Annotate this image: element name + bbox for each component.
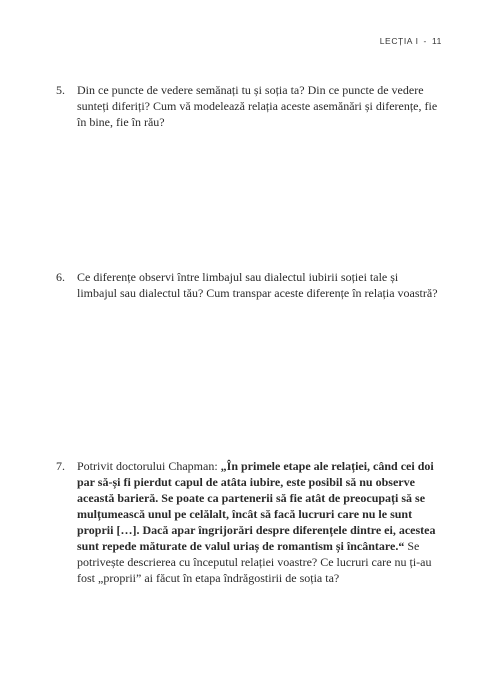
- question-5: [56, 82, 440, 130]
- question-number: 6.: [56, 270, 65, 284]
- question-text: [77, 458, 440, 586]
- header-separator: -: [423, 36, 427, 46]
- header-section: LECȚIA I: [379, 36, 419, 46]
- question-number: 5.: [56, 83, 65, 97]
- question-intro: Potrivit doctorului Chapman:: [77, 459, 221, 473]
- header-page-number: 11: [431, 36, 442, 46]
- question-6: [56, 269, 440, 301]
- running-header: [380, 36, 442, 46]
- chapman-quote: „În primele etape ale relației, când cei doi par să-și fi pierdut capul de atâta iubire, este posibil să nu observe această barieră. Se poate ca partenerii să fie atât de preocupați să se mulțumească unul pe celălalt, încât să facă lucruri care nu le sunt proprii […]. Dacă apar îngrijorări despre diferențele dintre ei, acestea sunt repede măturate de valul uriaș de romantism și încântare.“: [77, 459, 436, 553]
- question-number: 7.: [56, 459, 65, 473]
- question-7: [56, 458, 440, 586]
- question-text: Ce diferențe observi între limbajul sau dialectul iubirii soției tale și limbajul sau dialectul tău? Cum transpar aceste diferențe în relația voastră?: [77, 270, 438, 300]
- question-followup: Se potrivește descrierea cu începutul relației voastre? Ce lucruri care nu ți-au fost „proprii” ai făcut în etapa îndrăgostirii de soția ta?: [77, 539, 432, 585]
- question-text: Din ce puncte de vedere semănați tu și soția ta? Din ce puncte de vedere sunteți diferiți? Cum vă modelează relația aceste asemănări și diferențe, fie în bine, fie în rău?: [77, 83, 438, 129]
